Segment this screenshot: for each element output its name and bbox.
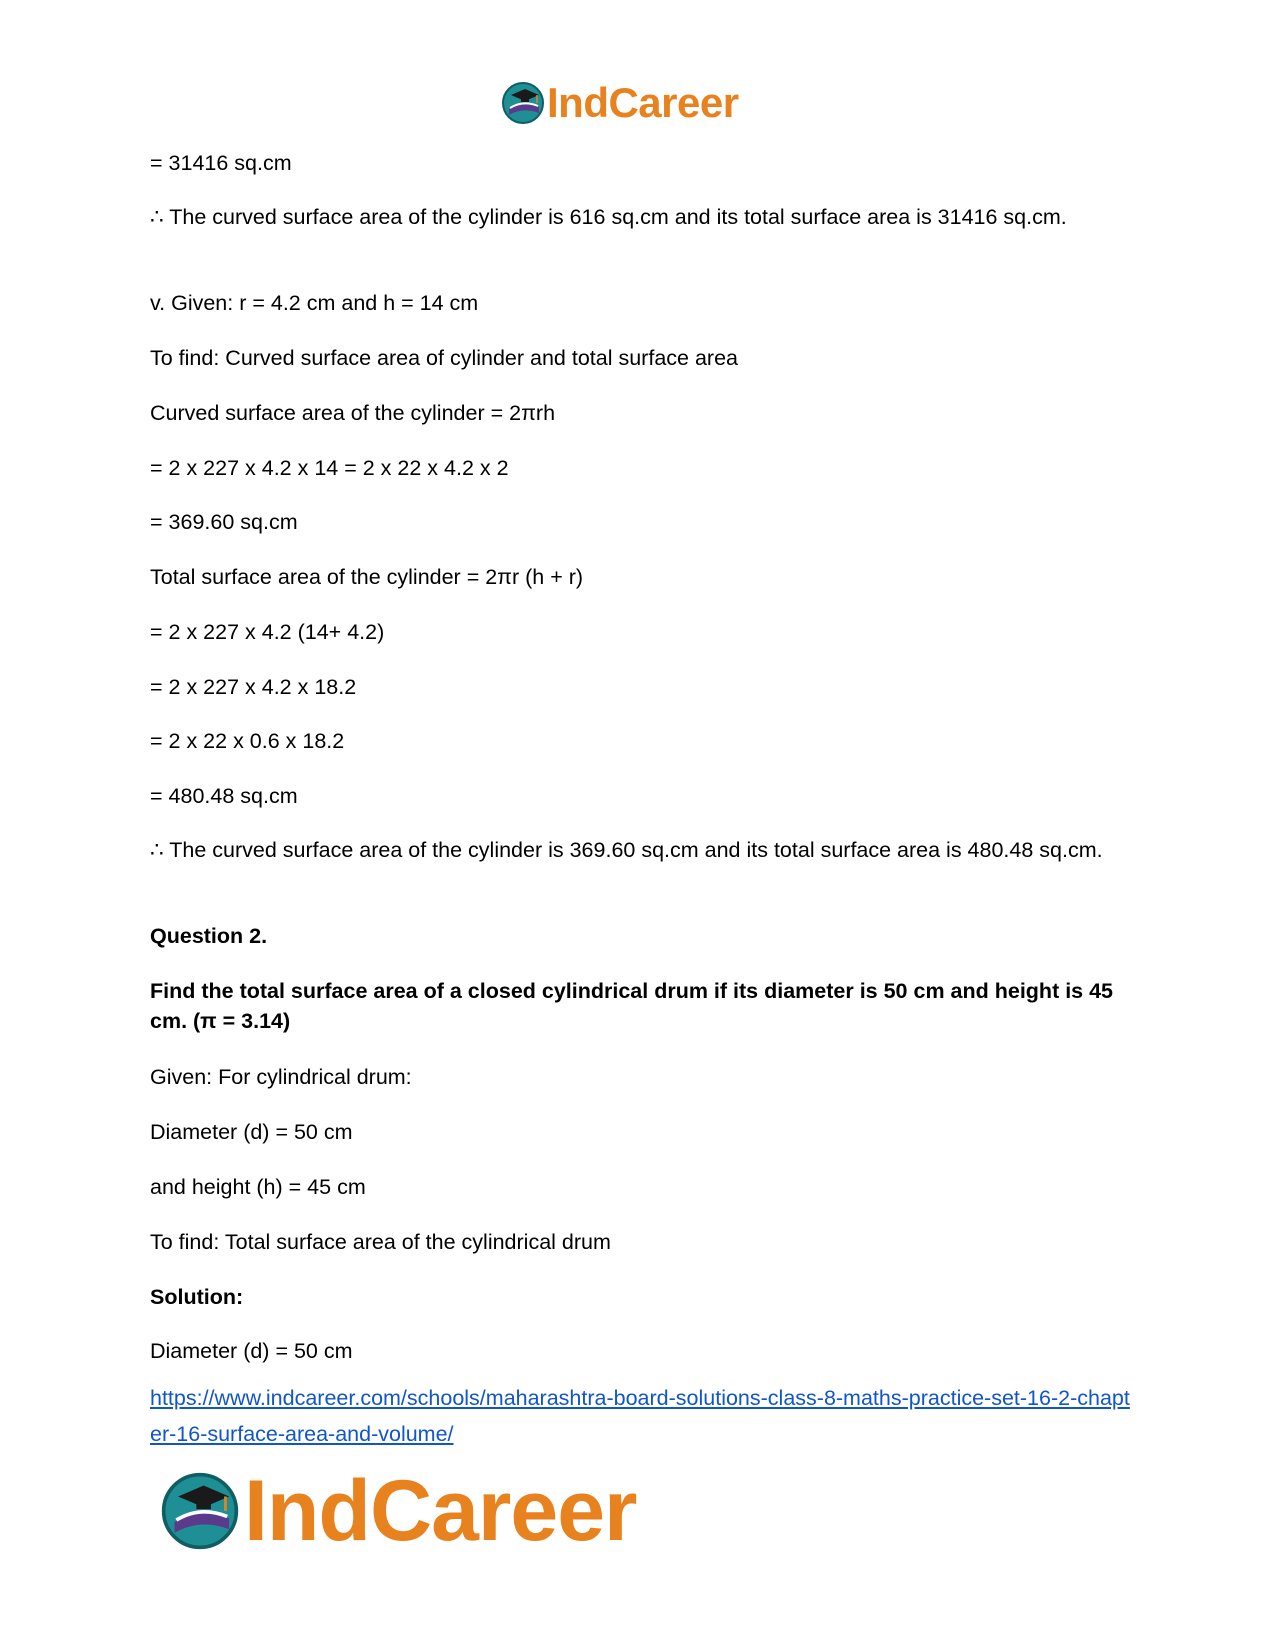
source-link[interactable]: https://www.indcareer.com/schools/maharashtra-board-solutions-class-8-maths-practice-set-16-2-chapter-16-surface-area-and-volume/ [150, 1386, 1130, 1446]
heading-line: Question 2. [150, 924, 268, 948]
text-line: = 2 x 227 x 4.2 x 18.2 [150, 675, 357, 699]
text-line: and height (h) = 45 cm [150, 1175, 366, 1199]
header-logo [501, 78, 739, 128]
text-line: Diameter (d) = 50 cm [150, 1120, 353, 1144]
text-line: = 480.48 sq.cm [150, 784, 298, 808]
text-line: v. Given: r = 4.2 cm and h = 14 cm [150, 291, 479, 315]
text-line: = 369.60 sq.cm [150, 510, 298, 534]
logo-emblem-icon [501, 81, 545, 125]
text-line: = 2 x 227 x 4.2 (14+ 4.2) [150, 620, 385, 644]
text-line: Curved surface area of the cylinder = 2πrh [150, 401, 556, 425]
text-line: Diameter (d) = 50 cm [150, 1339, 353, 1363]
footer-logo-text: IndCareer [244, 1462, 637, 1559]
header-logo-text: IndCareer [547, 79, 739, 126]
text-line: Given: For cylindrical drum: [150, 1065, 412, 1089]
footer-logo [160, 1462, 637, 1559]
text-line: Total surface area of the cylinder = 2πr (h + r) [150, 565, 584, 589]
heading-line: Find the total surface area of a closed cylindrical drum if its diameter is 50 cm and height is 45 cm. (π = 3.14) [150, 979, 1114, 1033]
logo-emblem-icon [160, 1471, 240, 1551]
text-line: ∴ The curved surface area of the cylinder is 616 sq.cm and its total surface area is 31416 sq.cm. [150, 205, 1067, 229]
text-line: = 2 x 227 x 4.2 x 14 = 2 x 22 x 4.2 x 2 [150, 456, 509, 480]
text-line: = 31416 sq.cm [150, 151, 292, 175]
text-line: To find: Curved surface area of cylinder and total surface area [150, 346, 738, 370]
text-line: To find: Total surface area of the cylindrical drum [150, 1230, 611, 1254]
text-line: ∴ The curved surface area of the cylinder is 369.60 sq.cm and its total surface area is 480.48 sq.cm. [150, 838, 1103, 862]
text-line: = 2 x 22 x 0.6 x 18.2 [150, 729, 345, 753]
heading-line: Solution: [150, 1285, 244, 1309]
